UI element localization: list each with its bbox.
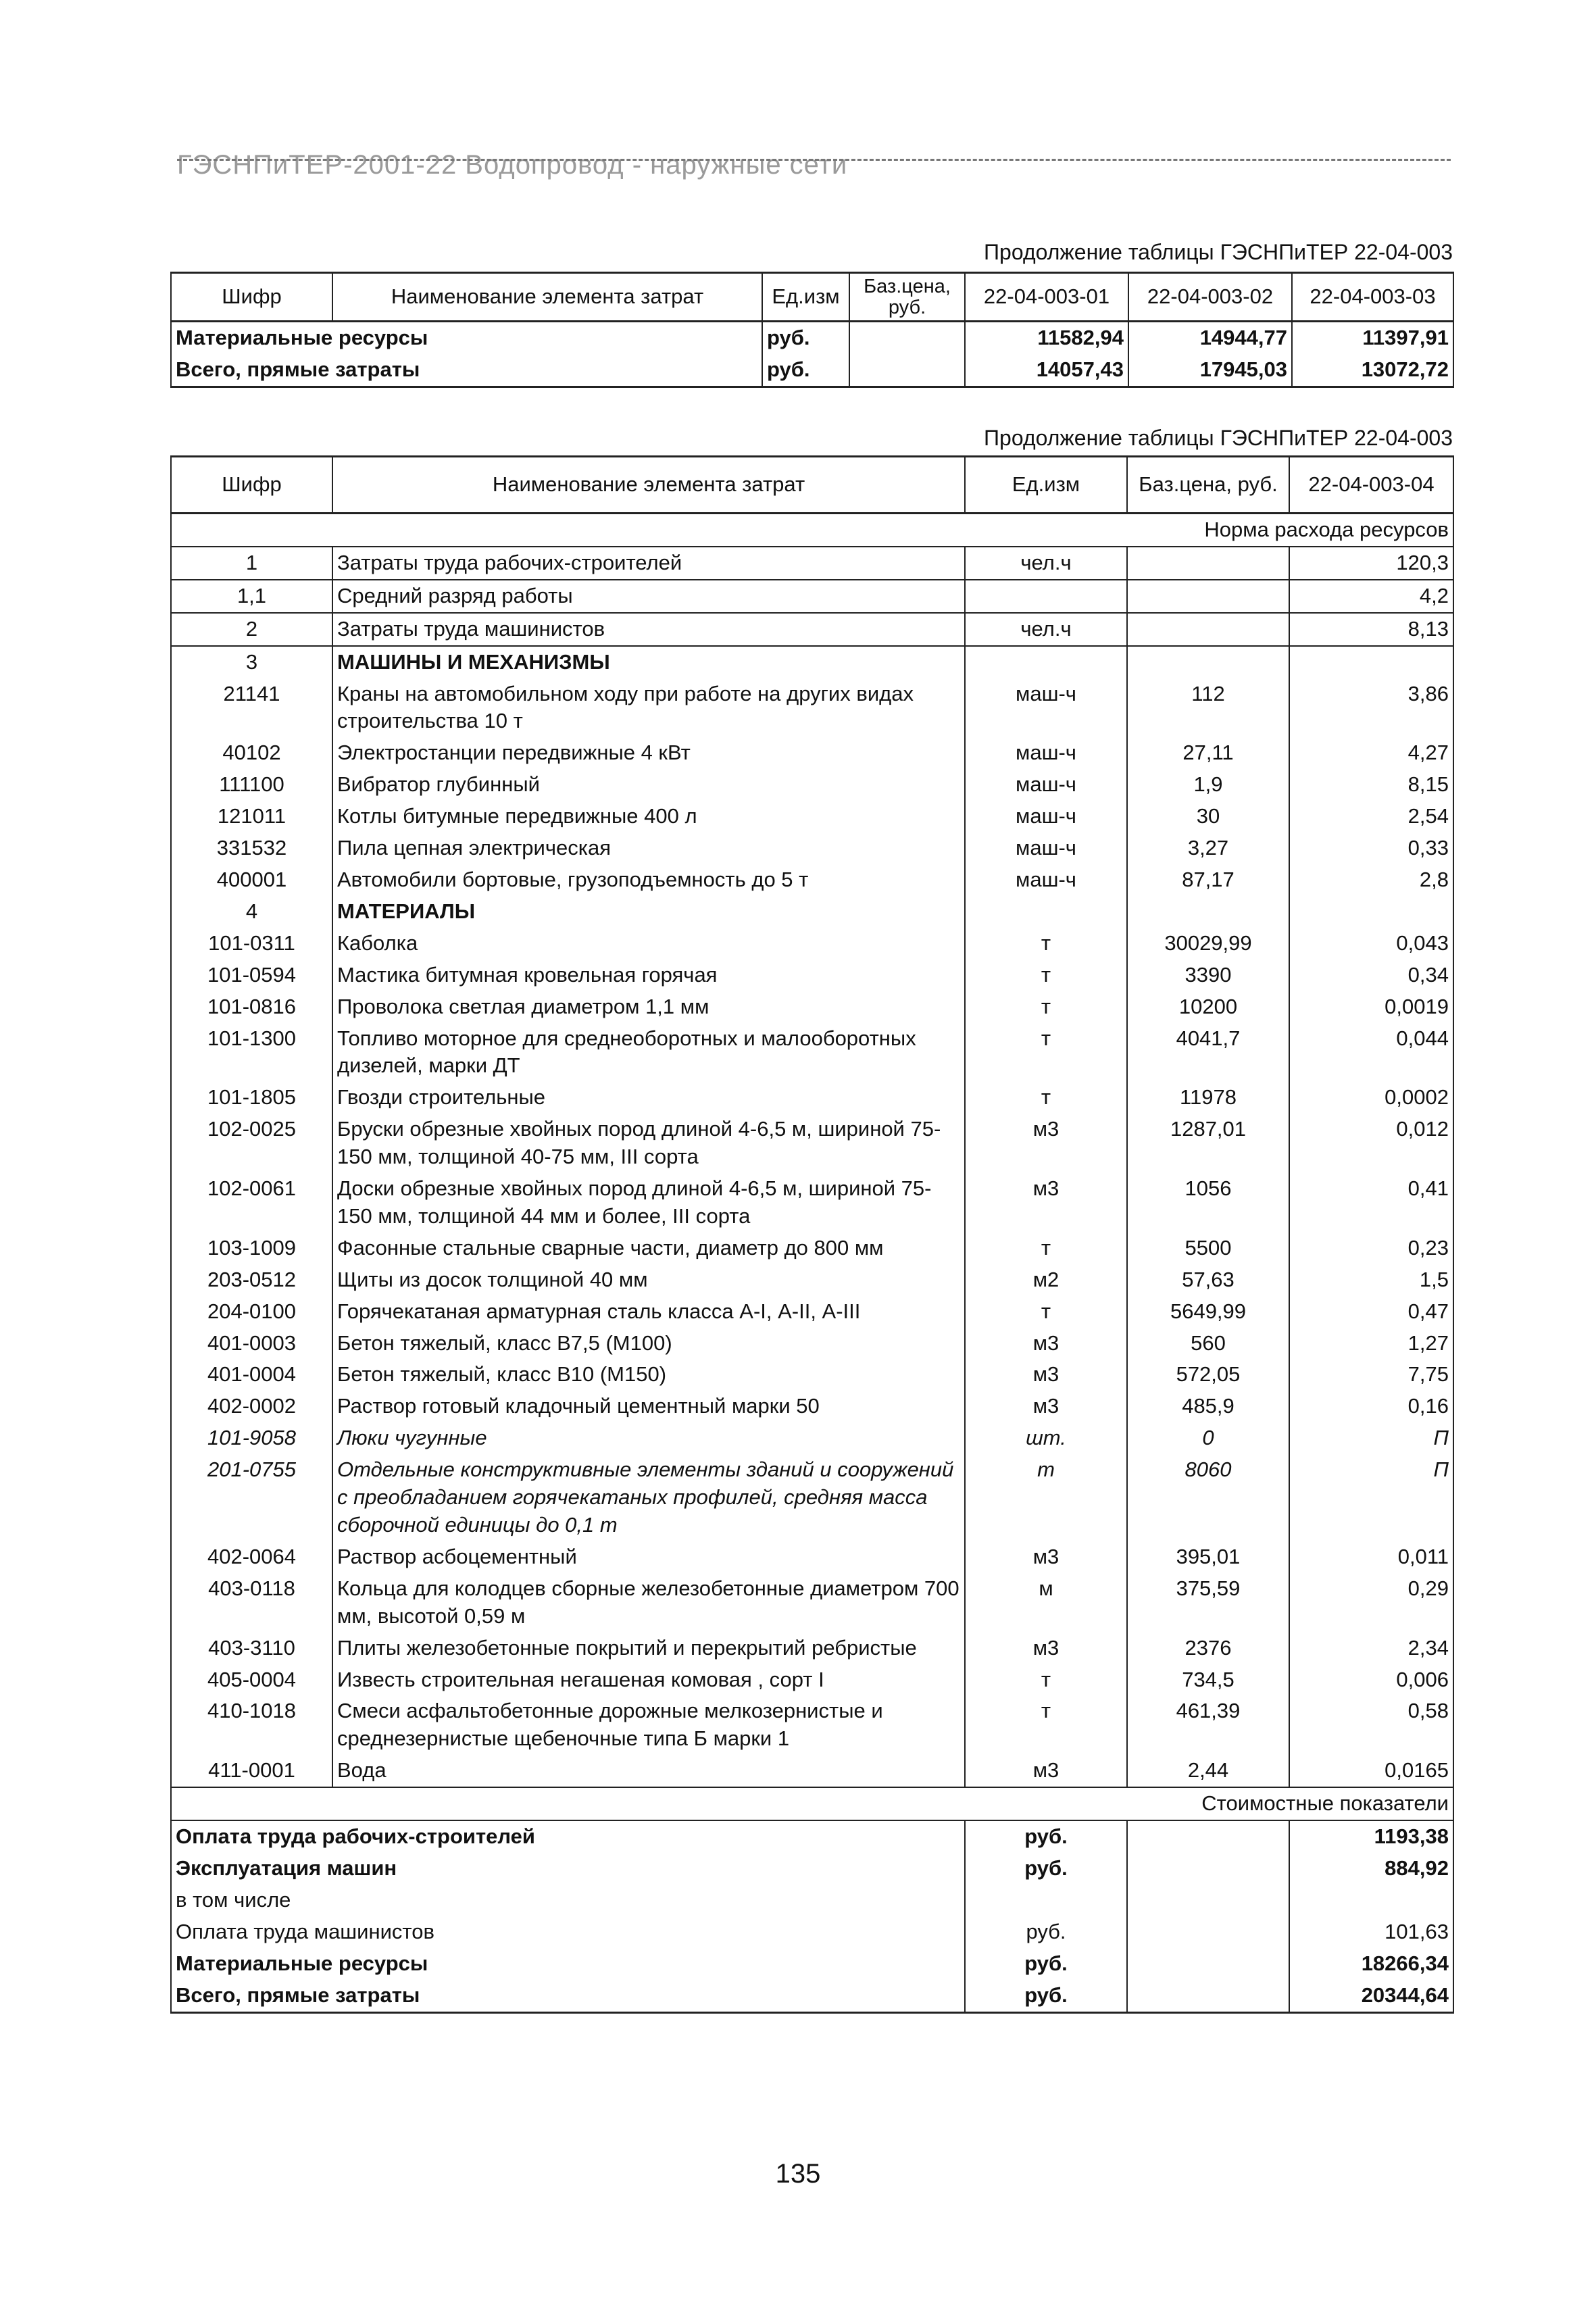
row-price: 375,59	[1127, 1573, 1289, 1633]
row-name: Автомобили бортовые, грузоподъемность до 5 т	[332, 864, 965, 896]
page-header: ГЭСНПиТЕР-2001-22 Водопровод - наружные сети	[177, 150, 848, 180]
row-code: 101-0311	[171, 928, 332, 960]
cost-price	[1127, 1820, 1289, 1853]
table1	[170, 272, 1454, 388]
table-row	[171, 1173, 1453, 1233]
row-price	[1127, 580, 1289, 613]
row-name: Кольца для колодцев сборные железобетонные диаметром 700 мм, высотой 0,59 м	[332, 1573, 965, 1633]
row-name: Доски обрезные хвойных пород длиной 4-6,5 м, шириной 75-150 мм, толщиной 44 мм и более, III сорта	[332, 1173, 965, 1233]
row-value: 0,34	[1289, 960, 1453, 991]
header-price: Баз.цена, руб.	[849, 273, 965, 322]
row-unit: м3	[965, 1328, 1127, 1360]
cost-rows	[171, 1820, 1453, 2012]
row-value: 4,27	[1289, 737, 1453, 769]
row-unit: маш-ч	[965, 832, 1127, 864]
header-unit: Ед.изм	[762, 273, 849, 322]
table-row	[171, 1541, 1453, 1573]
row-name: МАШИНЫ И МЕХАНИЗМЫ	[332, 646, 965, 678]
row-value	[1289, 896, 1453, 928]
row-value: 3,86	[1289, 678, 1453, 738]
table-row	[171, 1695, 1453, 1755]
row-name: Раствор асбоцементный	[332, 1541, 965, 1573]
row-unit: маш-ч	[965, 678, 1127, 738]
table2-caption: Продолжение таблицы ГЭСНПиТЕР 22-04-003	[984, 426, 1453, 450]
table-row	[171, 354, 1453, 387]
row-value: 0,23	[1289, 1233, 1453, 1264]
row-name: Щиты из досок толщиной 40 мм	[332, 1264, 965, 1296]
cost-value: 101,63	[1289, 1916, 1453, 1948]
row-price: 461,39	[1127, 1695, 1289, 1755]
table-row	[171, 1233, 1453, 1264]
row-price: 485,9	[1127, 1391, 1289, 1422]
cost-unit: руб.	[965, 1853, 1127, 1885]
row-unit: м3	[965, 1114, 1127, 1173]
row-value: 1,27	[1289, 1328, 1453, 1360]
table-row	[171, 678, 1453, 738]
page-number: 135	[775, 2159, 821, 2189]
row-code: 101-1805	[171, 1082, 332, 1114]
cost-name: Всего, прямые затраты	[171, 1980, 965, 2012]
table-row	[171, 646, 1453, 678]
cost-value: 20344,64	[1289, 1980, 1453, 2012]
cost-name: Эксплуатация машин	[171, 1853, 965, 1885]
row-code: 121011	[171, 801, 332, 832]
row-price: 30	[1127, 801, 1289, 832]
row-value: 2,8	[1289, 864, 1453, 896]
table-row	[171, 832, 1453, 864]
cost-row	[171, 1980, 1453, 2012]
row-name: Бруски обрезные хвойных пород длиной 4-6,5 м, шириной 75-150 мм, толщиной 40-75 мм, III сорта	[332, 1114, 965, 1173]
table-row	[171, 896, 1453, 928]
row-unit: маш-ч	[965, 737, 1127, 769]
cost-unit	[965, 1885, 1127, 1916]
row-price: 2,44	[1127, 1755, 1289, 1787]
cost-row	[171, 1853, 1453, 1885]
row-price	[1127, 547, 1289, 580]
row-unit: м3	[965, 1541, 1127, 1573]
row-code: 101-1300	[171, 1023, 332, 1082]
cost-value	[1289, 1885, 1453, 1916]
row-value: 0,41	[1289, 1173, 1453, 1233]
row-name: МАТЕРИАЛЫ	[332, 896, 965, 928]
row-value: 1,5	[1289, 1264, 1453, 1296]
cost-row	[171, 1820, 1453, 1853]
cost-name: Материальные ресурсы	[171, 1948, 965, 1980]
row-unit: м	[965, 1573, 1127, 1633]
row-value: 8,13	[1289, 613, 1453, 646]
cost-label: Стоимостные показатели	[171, 1787, 1453, 1820]
row-code: 331532	[171, 832, 332, 864]
row-code: 402-0002	[171, 1391, 332, 1422]
row-code: 203-0512	[171, 1264, 332, 1296]
row-value: 0,47	[1289, 1296, 1453, 1328]
norm-label: Норма расхода ресурсов	[171, 514, 1453, 547]
row-value: 0,29	[1289, 1573, 1453, 1633]
row-price: 1287,01	[1127, 1114, 1289, 1173]
row-code: 1,1	[171, 580, 332, 613]
table-row	[171, 960, 1453, 991]
row-code: 111100	[171, 769, 332, 801]
cost-row	[171, 1948, 1453, 1980]
row-value-02: 14944,77	[1128, 322, 1292, 354]
row-unit: чел.ч	[965, 547, 1127, 580]
table-row	[171, 580, 1453, 613]
table2-header-row	[171, 457, 1453, 514]
row-price: 5649,99	[1127, 1296, 1289, 1328]
table-row	[171, 1454, 1453, 1541]
row-code: 204-0100	[171, 1296, 332, 1328]
row-price: 5500	[1127, 1233, 1289, 1264]
row-value	[1289, 646, 1453, 678]
row-price	[849, 322, 965, 354]
row-code: 103-1009	[171, 1233, 332, 1264]
cost-price	[1127, 1885, 1289, 1916]
row-value: П	[1289, 1422, 1453, 1454]
row-price: 572,05	[1127, 1359, 1289, 1391]
row-code: 101-9058	[171, 1422, 332, 1454]
row-price	[849, 354, 965, 387]
row-unit	[965, 646, 1127, 678]
row-unit: т	[965, 991, 1127, 1023]
cost-price	[1127, 1948, 1289, 1980]
header-col-03: 22-04-003-03	[1292, 273, 1453, 322]
row-unit: т	[965, 960, 1127, 991]
row-unit: м3	[965, 1755, 1127, 1787]
row-code: 403-0118	[171, 1573, 332, 1633]
table1-header-row	[171, 273, 1453, 322]
row-name: Отдельные конструктивные элементы зданий и сооружений с преобладанием горячекатаных профилей, средняя масса сборочной единицы до 0,1 т	[332, 1454, 965, 1541]
table1-caption: Продолжение таблицы ГЭСНПиТЕР 22-04-003	[984, 240, 1453, 264]
row-unit: т	[965, 1023, 1127, 1082]
row-value-01: 11582,94	[965, 322, 1128, 354]
table-row	[171, 1328, 1453, 1360]
row-unit: м2	[965, 1264, 1127, 1296]
row-code: 3	[171, 646, 332, 678]
row-name: Горячекатаная арматурная сталь класса А-I, А-II, А-III	[332, 1296, 965, 1328]
row-value: 0,044	[1289, 1023, 1453, 1082]
table2	[170, 455, 1454, 2014]
row-name: Гвозди строительные	[332, 1082, 965, 1114]
row-value: 7,75	[1289, 1359, 1453, 1391]
cost-unit: руб.	[965, 1948, 1127, 1980]
cost-unit: руб.	[965, 1916, 1127, 1948]
table-row	[171, 547, 1453, 580]
row-value-01: 14057,43	[965, 354, 1128, 387]
row-name: Фасонные стальные сварные части, диаметр до 800 мм	[332, 1233, 965, 1264]
row-code: 2	[171, 613, 332, 646]
row-price: 11978	[1127, 1082, 1289, 1114]
row-name: Краны на автомобильном ходу при работе на других видах строительства 10 т	[332, 678, 965, 738]
row-price: 112	[1127, 678, 1289, 738]
header-col-04: 22-04-003-04	[1289, 457, 1453, 514]
row-code: 405-0004	[171, 1664, 332, 1696]
row-code: 411-0001	[171, 1755, 332, 1787]
cost-value: 1193,38	[1289, 1820, 1453, 1853]
cost-price	[1127, 1916, 1289, 1948]
row-code: 402-0064	[171, 1541, 332, 1573]
header-price: Баз.цена, руб.	[1127, 457, 1289, 514]
table-row	[171, 1023, 1453, 1082]
row-code: 410-1018	[171, 1695, 332, 1755]
row-unit: т	[965, 1296, 1127, 1328]
row-name: Вода	[332, 1755, 965, 1787]
header-col-02: 22-04-003-02	[1128, 273, 1292, 322]
row-price	[1127, 896, 1289, 928]
resource-rows	[171, 547, 1453, 1787]
row-value-03: 11397,91	[1292, 322, 1453, 354]
header-unit: Ед.изм	[965, 457, 1127, 514]
row-price: 560	[1127, 1328, 1289, 1360]
row-price: 8060	[1127, 1454, 1289, 1541]
row-code: 21141	[171, 678, 332, 738]
row-unit: м3	[965, 1633, 1127, 1664]
cost-price	[1127, 1980, 1289, 2012]
row-name: Вибратор глубинный	[332, 769, 965, 801]
row-name: Средний разряд работы	[332, 580, 965, 613]
table-row	[171, 864, 1453, 896]
row-code: 201-0755	[171, 1454, 332, 1541]
table-row	[171, 1422, 1453, 1454]
row-name: Топливо моторное для среднеоборотных и малооборотных дизелей, марки ДТ	[332, 1023, 965, 1082]
row-unit	[965, 580, 1127, 613]
row-value: 0,012	[1289, 1114, 1453, 1173]
row-value: 8,15	[1289, 769, 1453, 801]
row-name: Известь строительная негашеная комовая , сорт I	[332, 1664, 965, 1696]
row-unit: т	[965, 1664, 1127, 1696]
row-code: 403-3110	[171, 1633, 332, 1664]
table-row	[171, 613, 1453, 646]
row-value: 120,3	[1289, 547, 1453, 580]
row-price: 87,17	[1127, 864, 1289, 896]
row-price	[1127, 613, 1289, 646]
row-unit: м3	[965, 1173, 1127, 1233]
row-unit: т	[965, 1695, 1127, 1755]
header-name: Наименование элемента затрат	[332, 273, 762, 322]
row-name: Котлы битумные передвижные 400 л	[332, 801, 965, 832]
table-row	[171, 1755, 1453, 1787]
header-code: Шифр	[171, 457, 332, 514]
row-code: 400001	[171, 864, 332, 896]
row-value: 4,2	[1289, 580, 1453, 613]
row-unit: руб.	[762, 354, 849, 387]
row-name: Каболка	[332, 928, 965, 960]
row-price: 0	[1127, 1422, 1289, 1454]
header-divider	[177, 159, 1451, 161]
row-name: Плиты железобетонные покрытий и перекрытий ребристые	[332, 1633, 965, 1664]
cost-name: Оплата труда рабочих-строителей	[171, 1820, 965, 1853]
table-row	[171, 1664, 1453, 1696]
header-col-01: 22-04-003-01	[965, 273, 1128, 322]
row-price: 30029,99	[1127, 928, 1289, 960]
row-code: 401-0004	[171, 1359, 332, 1391]
row-unit: т	[965, 1233, 1127, 1264]
row-unit: м3	[965, 1359, 1127, 1391]
row-name: Мастика битумная кровельная горячая	[332, 960, 965, 991]
header-code: Шифр	[171, 273, 332, 322]
row-name: Раствор готовый кладочный цементный марки 50	[332, 1391, 965, 1422]
cost-name: Оплата труда машинистов	[171, 1916, 965, 1948]
row-unit: м3	[965, 1391, 1127, 1422]
table-row	[171, 1114, 1453, 1173]
row-value: 0,33	[1289, 832, 1453, 864]
row-value: П	[1289, 1454, 1453, 1541]
row-price: 3,27	[1127, 832, 1289, 864]
row-code: 4	[171, 896, 332, 928]
row-value-03: 13072,72	[1292, 354, 1453, 387]
row-code: 101-0816	[171, 991, 332, 1023]
cost-row	[171, 1916, 1453, 1948]
row-price: 734,5	[1127, 1664, 1289, 1696]
cost-value: 884,92	[1289, 1853, 1453, 1885]
row-name: Затраты труда рабочих-строителей	[332, 547, 965, 580]
row-price: 10200	[1127, 991, 1289, 1023]
cost-value: 18266,34	[1289, 1948, 1453, 1980]
row-unit: маш-ч	[965, 864, 1127, 896]
table-row	[171, 801, 1453, 832]
row-value: 2,54	[1289, 801, 1453, 832]
row-price: 3390	[1127, 960, 1289, 991]
row-name: Бетон тяжелый, класс В7,5 (М100)	[332, 1328, 965, 1360]
cost-name: в том числе	[171, 1885, 965, 1916]
row-unit: шт.	[965, 1422, 1127, 1454]
table-row	[171, 928, 1453, 960]
row-code: 40102	[171, 737, 332, 769]
norm-row	[171, 514, 1453, 547]
row-code: 1	[171, 547, 332, 580]
row-price: 1,9	[1127, 769, 1289, 801]
cost-header-row	[171, 1787, 1453, 1820]
table-row	[171, 991, 1453, 1023]
row-price	[1127, 646, 1289, 678]
cost-price	[1127, 1853, 1289, 1885]
row-code: 102-0061	[171, 1173, 332, 1233]
row-unit: руб.	[762, 322, 849, 354]
row-price: 27,11	[1127, 737, 1289, 769]
row-value: 0,16	[1289, 1391, 1453, 1422]
row-value: 0,58	[1289, 1695, 1453, 1755]
table-row	[171, 1296, 1453, 1328]
row-code: 101-0594	[171, 960, 332, 991]
row-value-02: 17945,03	[1128, 354, 1292, 387]
row-unit: т	[965, 1082, 1127, 1114]
cost-unit: руб.	[965, 1820, 1127, 1853]
table-row	[171, 322, 1453, 354]
row-unit: маш-ч	[965, 769, 1127, 801]
row-name: Люки чугунные	[332, 1422, 965, 1454]
row-value: 0,006	[1289, 1664, 1453, 1696]
table-row	[171, 1264, 1453, 1296]
table-row	[171, 769, 1453, 801]
row-value: 0,0002	[1289, 1082, 1453, 1114]
row-unit: т	[965, 928, 1127, 960]
row-name: Всего, прямые затраты	[171, 354, 762, 387]
cost-row	[171, 1885, 1453, 1916]
table-row	[171, 1082, 1453, 1114]
table-row	[171, 1391, 1453, 1422]
row-name: Бетон тяжелый, класс В10 (М150)	[332, 1359, 965, 1391]
row-price: 2376	[1127, 1633, 1289, 1664]
row-code: 102-0025	[171, 1114, 332, 1173]
row-price: 395,01	[1127, 1541, 1289, 1573]
cost-unit: руб.	[965, 1980, 1127, 2012]
row-name: Затраты труда машинистов	[332, 613, 965, 646]
row-unit: т	[965, 1454, 1127, 1541]
row-code: 401-0003	[171, 1328, 332, 1360]
row-unit: маш-ч	[965, 801, 1127, 832]
table-row	[171, 1633, 1453, 1664]
row-price: 57,63	[1127, 1264, 1289, 1296]
row-value: 0,0165	[1289, 1755, 1453, 1787]
row-unit: чел.ч	[965, 613, 1127, 646]
table-row	[171, 1359, 1453, 1391]
row-name: Смеси асфальтобетонные дорожные мелкозернистые и среднезернистые щебеночные типа Б марки 1	[332, 1695, 965, 1755]
table-row	[171, 1573, 1453, 1633]
header-name: Наименование элемента затрат	[332, 457, 965, 514]
row-value: 0,043	[1289, 928, 1453, 960]
row-name: Электростанции передвижные 4 кВт	[332, 737, 965, 769]
row-unit	[965, 896, 1127, 928]
row-name: Материальные ресурсы	[171, 322, 762, 354]
table-row	[171, 737, 1453, 769]
row-price: 1056	[1127, 1173, 1289, 1233]
row-name: Пила цепная электрическая	[332, 832, 965, 864]
row-value: 0,011	[1289, 1541, 1453, 1573]
row-name: Проволока светлая диаметром 1,1 мм	[332, 991, 965, 1023]
row-value: 0,0019	[1289, 991, 1453, 1023]
row-price: 4041,7	[1127, 1023, 1289, 1082]
row-value: 2,34	[1289, 1633, 1453, 1664]
